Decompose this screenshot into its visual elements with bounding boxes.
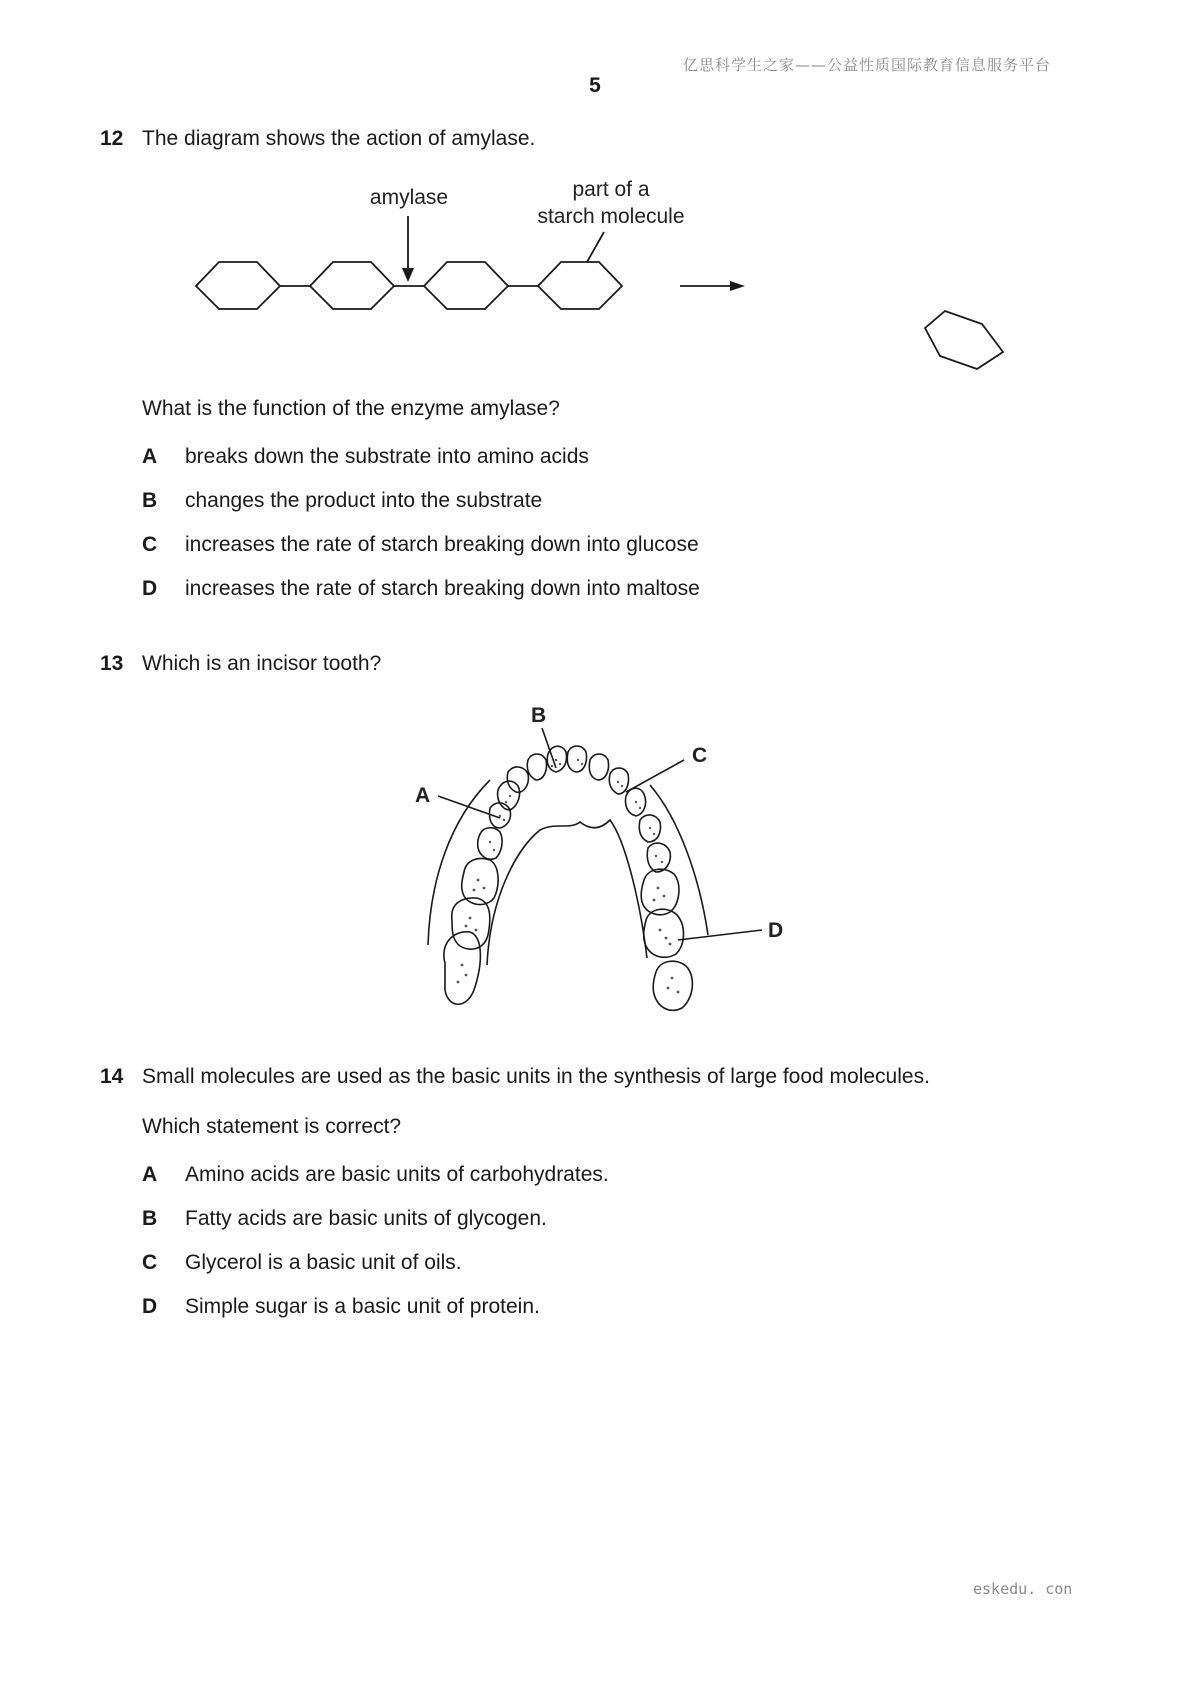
label-b: B [531,704,547,727]
question-13-number: 13 [100,652,124,675]
tooth-left-molar-3 [444,932,481,1004]
q12-option-c-letter: C [142,533,158,556]
q14-option-d-letter: D [142,1295,158,1318]
inner-palate-line [487,820,647,965]
outer-gum-line-right [650,785,708,935]
label-b-leader [542,728,556,768]
q12-option-d-text: increases the rate of starch breaking down into maltose [185,577,700,600]
q12-option-d-letter: D [142,577,158,600]
tooth-left-molar-2 [452,898,490,949]
question-13-stem: Which is an incisor tooth? [142,652,382,675]
question-14-prompt: Which statement is correct? [142,1115,402,1138]
q12-option-b-text: changes the product into the substrate [185,489,543,512]
starch-label-line1: part of a [572,178,650,201]
label-a: A [415,784,431,807]
outer-gum-line [428,780,490,945]
q12-option-a-letter: A [142,445,158,468]
question-12-stem: The diagram shows the action of amylase. [142,127,536,150]
tooth-right-molar-1 [641,869,679,915]
q12-option-c-text: increases the rate of starch breaking down into glucose [185,533,699,556]
page-number: 5 [589,74,601,97]
label-d-leader [678,930,762,940]
label-c: C [692,744,708,767]
q14-option-a-text: Amino acids are basic units of carbohydrates. [185,1163,609,1186]
tooth-right-premolar-2 [647,843,670,872]
starch-label-line2: starch molecule [537,205,685,228]
question-14-number: 14 [100,1065,124,1088]
question-12-prompt: What is the function of the enzyme amylase? [142,397,560,420]
tooth-left-premolar-2 [478,828,502,860]
q14-option-c-letter: C [142,1251,158,1274]
q14-option-b-text: Fatty acids are basic units of glycogen. [185,1207,547,1230]
tooth-right-incisor-1 [567,746,586,772]
q12-option-b-letter: B [142,489,158,512]
label-d: D [768,919,784,942]
q14-option-c-text: Glycerol is a basic unit of oils. [185,1251,462,1274]
amylase-label: amylase [369,186,449,209]
tooth-left-incisor-3 [507,767,528,792]
tooth-right-molar-3 [653,961,692,1010]
question-14-stem: Small molecules are used as the basic units in the synthesis of large food molecules. [142,1065,930,1088]
label-c-leader [626,760,684,792]
q14-option-d-text: Simple sugar is a basic unit of protein. [185,1295,540,1318]
footer-site: eskedu. con [973,1580,1073,1598]
question-12-number: 12 [100,127,124,150]
q12-option-a-text: breaks down the substrate into amino acids [185,445,589,468]
tooth-right-incisor-2 [589,754,608,780]
tooth-c-incisor [609,768,628,794]
header-watermark: 亿思科学生之家——公益性质国际教育信息服务平台 [683,56,1052,74]
q14-option-b-letter: B [142,1207,158,1230]
tooth-left-incisor-2 [527,754,546,780]
tooth-d-molar [644,909,684,957]
q14-option-a-letter: A [142,1163,158,1186]
